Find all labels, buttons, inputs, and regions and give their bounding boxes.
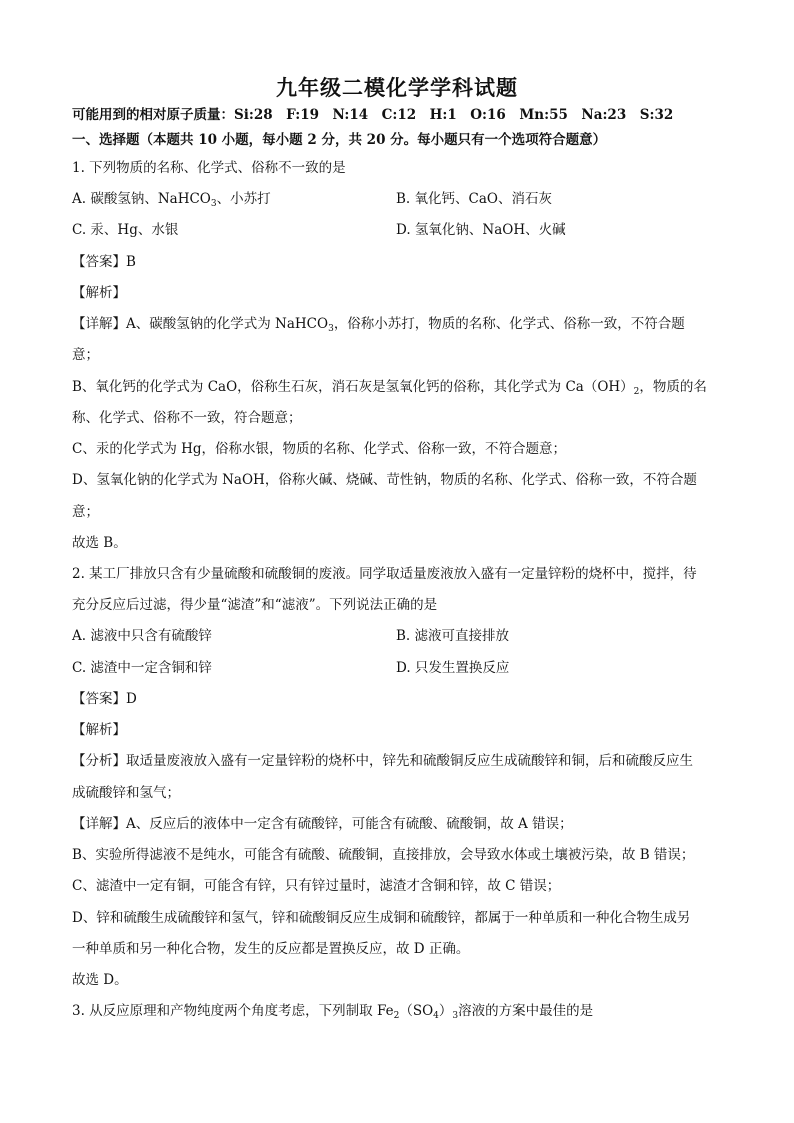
- q2-choose: 故选 D。: [72, 972, 128, 988]
- q2-detail-3: C、滤渣中一定有铜，可能含有锌，只有锌过量时，滤渣才含铜和锌，故 C 错误；: [72, 878, 561, 894]
- q2-detail-1: 【详解】A、反应后的液体中一定含有硫酸锌，可能含有硫酸、硫酸铜，故 A 错误；: [72, 816, 573, 832]
- q1-option-a[interactable]: A. 碳酸氢钠、NaHCO$_3$、小苏打: [72, 191, 271, 209]
- q1-option-b[interactable]: B. 氧化钙、CaO、消石灰: [396, 191, 552, 207]
- q1-detail-5: C、汞的化学式为 Hg，俗称水银，物质的名称、化学式、俗称一致，不符合题意；: [72, 441, 567, 457]
- q1-detail-4: 称、化学式、俗称不一致，符合题意；: [72, 410, 302, 426]
- q1-stem: 1. 下列物质的名称、化学式、俗称不一致的是: [72, 160, 346, 176]
- q2-detail-5: 一种单质和另一种化合物，发生的反应都是置换反应，故 D 正确。: [72, 941, 470, 957]
- q1-detail-6: D、氢氧化钠的化学式为 NaOH，俗称火碱、烧碱、苛性钠，物质的名称、化学式、俗称一致，不符合题: [72, 472, 697, 488]
- q1-choose: 故选 B。: [72, 535, 127, 551]
- q2-fenxi-1: 【分析】取适量废液放入盛有一定量锌粉的烧杯中，锌先和硫酸铜反应生成硫酸锌和铜，后和硫酸反应生: [72, 753, 693, 769]
- q2-analysis-label: 【解析】: [72, 722, 126, 738]
- q1-detail-2: 意；: [72, 347, 99, 363]
- section-heading: 一、选择题（本题共 10 小题，每小题 2 分，共 20 分。每小题只有一个选项符合题意）: [72, 132, 607, 148]
- q1-detail-3: B、氧化钙的化学式为 CaO，俗称生石灰，消石灰是氢氧化钙的俗称，其化学式为 $Ca(OH)_2$，物质的名: [72, 379, 707, 397]
- q1-options-ab: [72, 190, 724, 213]
- page-title: 九年级二模化学学科试题: [276, 75, 518, 100]
- q2-option-b[interactable]: B. 滤液可直接排放: [396, 628, 510, 644]
- q2-option-a[interactable]: A. 滤液中只含有硫酸锌: [72, 628, 212, 644]
- q2-option-d[interactable]: D. 只发生置换反应: [396, 660, 510, 676]
- q2-options-ab: [72, 627, 724, 645]
- q1-option-c[interactable]: C. 汞、Hg、水银: [72, 222, 179, 238]
- q1-answer: 【答案】B: [72, 254, 136, 270]
- q2-options-cd: [72, 659, 724, 677]
- q2-answer: 【答案】D: [72, 691, 137, 707]
- q2-detail-2: B、实验所得滤液不是纯水，可能含有硫酸、硫酸铜，直接排放，会导致水体或土壤被污染，故 B 错误；: [72, 847, 695, 863]
- q2-fenxi-2: 成硫酸锌和氢气；: [72, 785, 180, 801]
- q2-detail-4: D、锌和硫酸生成硫酸锌和氢气，锌和硫酸铜反应生成铜和硫酸锌，都属于一种单质和一种化合物生成另: [72, 910, 691, 926]
- q1-analysis-label: 【解析】: [72, 285, 126, 301]
- q3-stem: 3. 从反应原理和产物纯度两个角度考虑，下列制取 $Fe_2(SO_4)_3$溶液的方案中最佳的是: [72, 1003, 594, 1021]
- atomic-masses: 可能用到的相对原子质量：Si:28 F:19 N:14 C:12 H:1 O:16 Mn:55 Na:23 S:32: [72, 107, 674, 123]
- q1-detail-1: 【详解】A、碳酸氢钠的化学式为 NaHCO$_3$，俗称小苏打，物质的名称、化学式、俗称一致，不符合题: [72, 316, 685, 334]
- q1-options-cd: [72, 221, 724, 239]
- q2-stem-1: 2. 某工厂排放只含有少量硫酸和硫酸铜的废液。同学取适量废液放入盛有一定量锌粉的烧杯中，搅拌，待: [72, 566, 697, 582]
- q1-option-d[interactable]: D. 氢氧化钠、NaOH、火碱: [396, 222, 566, 238]
- q2-stem-2: 充分反应后过滤，得少量“滤渣”和“滤液”。下列说法正确的是: [72, 597, 438, 613]
- q2-option-c[interactable]: C. 滤渣中一定含铜和锌: [72, 660, 212, 676]
- q1-detail-7: 意；: [72, 504, 99, 520]
